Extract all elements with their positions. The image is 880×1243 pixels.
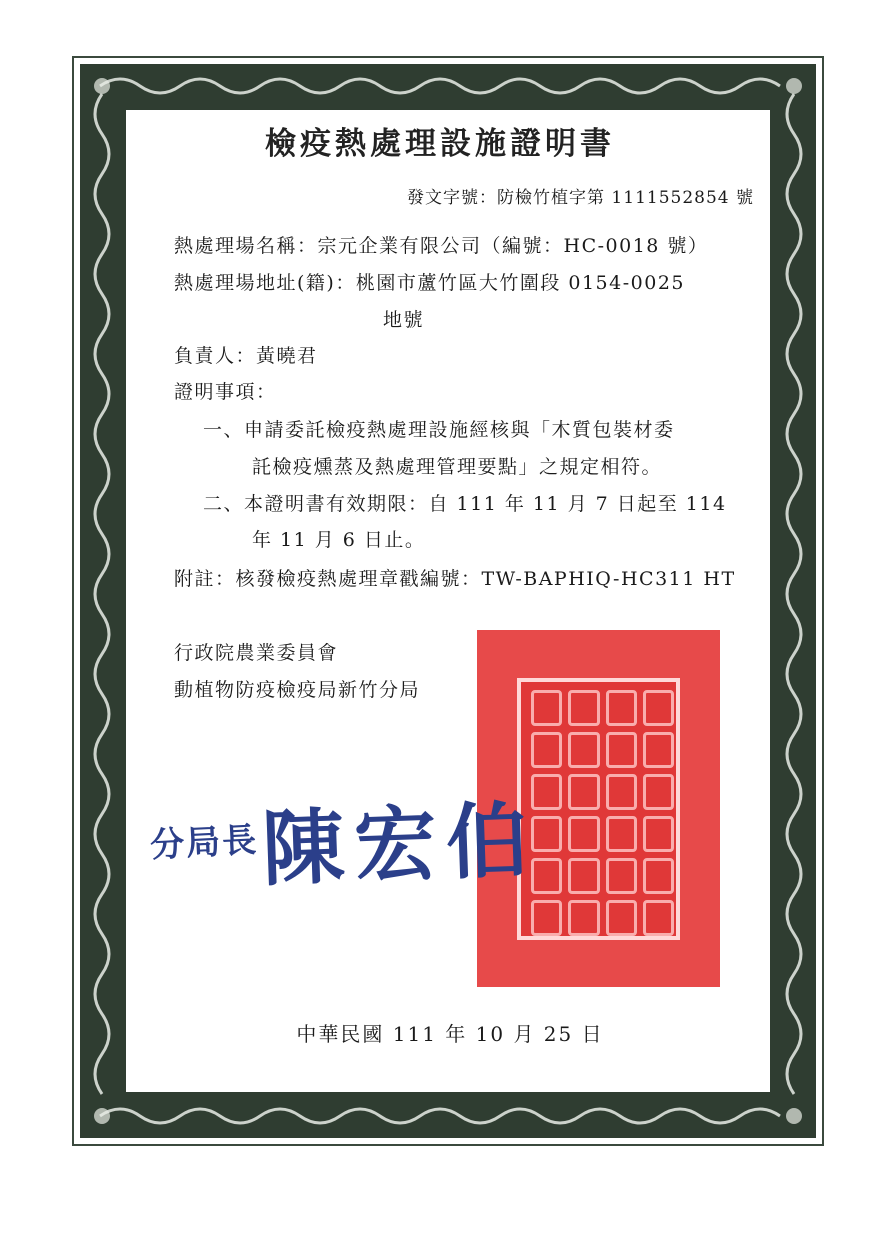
item-2-line-1: 二、本證明書有效期限：自 111 年 11 月 7 日起至 114 bbox=[203, 493, 727, 515]
seal-inner-frame bbox=[517, 678, 680, 940]
facility-address: 熱處理場地址(籍)：桃園市蘆竹區大竹圍段 0154-0025 bbox=[174, 272, 685, 294]
seal-character-grid bbox=[531, 690, 674, 936]
item-1-line-1: 一、申請委託檢疫熱處理設施經核與「木質包裝材委 bbox=[203, 419, 675, 441]
item-2-line-2: 年 11 月 6 日止。 bbox=[252, 529, 426, 551]
certification-heading: 證明事項： bbox=[174, 381, 277, 403]
issuer-line-1: 行政院農業委員會 bbox=[174, 642, 339, 664]
signatory-title: 分局長 bbox=[149, 820, 260, 866]
note: 附註：核發檢疫熱處理章戳編號：TW-BAPHIQ-HC311 HT bbox=[174, 568, 736, 590]
person-in-charge: 負責人：黃曉君 bbox=[174, 345, 318, 367]
signature: 陳宏伯 bbox=[260, 792, 540, 898]
issuer-line-2: 動植物防疫檢疫局新竹分局 bbox=[174, 679, 421, 701]
facility-address-continued: 地號 bbox=[383, 309, 425, 331]
facility-name: 熱處理場名稱：宗元企業有限公司（編號：HC-0018 號） bbox=[174, 235, 709, 257]
document-number: 發文字號：防檢竹植字第 1111552854 號 bbox=[407, 188, 754, 208]
item-1-line-2: 託檢疫燻蒸及熱處理管理要點」之規定相符。 bbox=[252, 456, 663, 478]
issue-date: 中華民國 111 年 10 月 25 日 bbox=[296, 1022, 604, 1046]
certificate-title: 檢疫熱處理設施證明書 bbox=[265, 126, 615, 162]
